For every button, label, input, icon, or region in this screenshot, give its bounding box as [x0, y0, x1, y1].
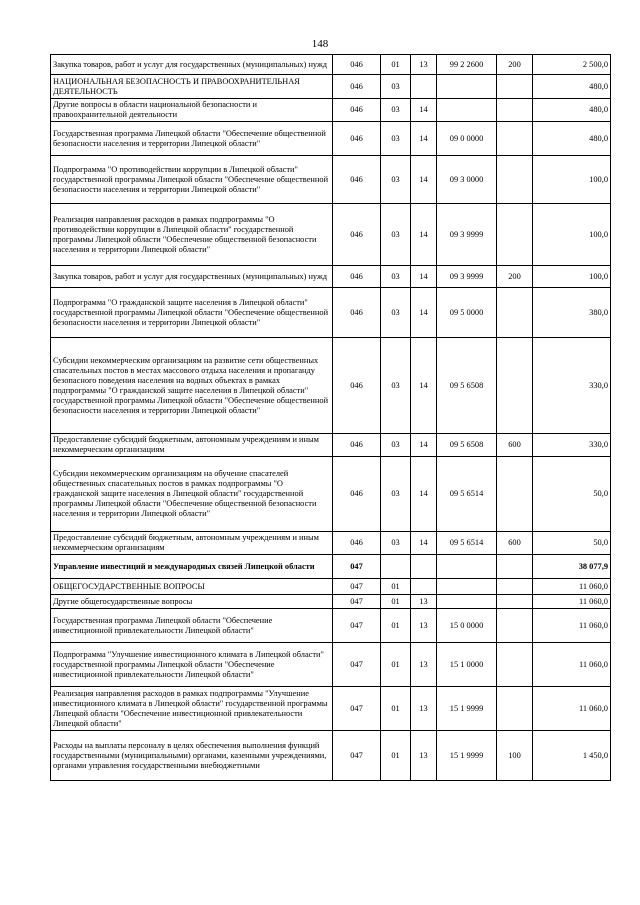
- row-name: Закупка товаров, работ и услуг для государственных (муниципальных) нужд: [51, 55, 333, 75]
- subsection-code: 14: [411, 288, 437, 338]
- ministry-code: 046: [333, 99, 381, 122]
- subsection-code: 14: [411, 532, 437, 555]
- table-row: [51, 156, 611, 204]
- table-row: [51, 579, 611, 595]
- ministry-code: 047: [333, 595, 381, 609]
- target-article: [437, 579, 497, 595]
- amount: 480,0: [533, 75, 611, 99]
- ministry-code: 046: [333, 434, 381, 457]
- section-code: 03: [381, 266, 411, 288]
- target-article: 09 5 0000: [437, 288, 497, 338]
- subsection-code: 14: [411, 204, 437, 266]
- row-name: Реализация направления расходов в рамках подпрограммы "О противодействии коррупции в Липецкой области" государственной программы Липецкой области "Обеспечение общественной безопасности населения и территории Липецкой области": [51, 204, 333, 266]
- amount: 11 060,0: [533, 579, 611, 595]
- ministry-code: 046: [333, 156, 381, 204]
- row-name: Управление инвестиций и международных связей Липецкой области: [51, 555, 333, 579]
- target-article: 09 5 6508: [437, 338, 497, 434]
- table-row: [51, 687, 611, 731]
- ministry-code: 046: [333, 122, 381, 156]
- expense-type: [497, 99, 533, 122]
- amount: 380,0: [533, 288, 611, 338]
- table-row: [51, 122, 611, 156]
- expense-type: [497, 338, 533, 434]
- expense-type: 600: [497, 532, 533, 555]
- expense-type: 600: [497, 434, 533, 457]
- table-row: [51, 731, 611, 781]
- ministry-code: 046: [333, 457, 381, 532]
- expense-type: [497, 555, 533, 579]
- row-name: ОБЩЕГОСУДАРСТВЕННЫЕ ВОПРОСЫ: [51, 579, 333, 595]
- table-row: [51, 288, 611, 338]
- row-name: Реализация направления расходов в рамках подпрограммы "Улучшение инвестиционного климата в Липецкой области" государственной программы Липецкой области "Обеспечение инвестиционной привлекательности Липецкой области": [51, 687, 333, 731]
- ministry-code: 047: [333, 731, 381, 781]
- amount: 100,0: [533, 156, 611, 204]
- amount: 100,0: [533, 266, 611, 288]
- amount: 38 077,9: [533, 555, 611, 579]
- section-code: 03: [381, 338, 411, 434]
- target-article: [437, 555, 497, 579]
- amount: 480,0: [533, 122, 611, 156]
- amount: 1 450,0: [533, 731, 611, 781]
- subsection-code: 13: [411, 731, 437, 781]
- expense-type: [497, 156, 533, 204]
- expense-type: 200: [497, 55, 533, 75]
- subsection-code: 14: [411, 338, 437, 434]
- target-article: 09 5 6508: [437, 434, 497, 457]
- row-name: Подпрограмма "О противодействии коррупции в Липецкой области" государственной программы Липецкой области "Обеспечение общественной безопасности населения и территории Липецкой области": [51, 156, 333, 204]
- section-code: 03: [381, 532, 411, 555]
- section-code: 01: [381, 731, 411, 781]
- target-article: 09 3 0000: [437, 156, 497, 204]
- section-code: 03: [381, 457, 411, 532]
- target-article: [437, 75, 497, 99]
- target-article: 09 5 6514: [437, 532, 497, 555]
- subsection-code: [411, 75, 437, 99]
- ministry-code: 047: [333, 555, 381, 579]
- table-row: [51, 338, 611, 434]
- expense-type: [497, 75, 533, 99]
- ministry-code: 047: [333, 643, 381, 687]
- ministry-code: 046: [333, 288, 381, 338]
- amount: 11 060,0: [533, 643, 611, 687]
- section-code: 03: [381, 99, 411, 122]
- ministry-code: 046: [333, 338, 381, 434]
- subsection-code: 13: [411, 55, 437, 75]
- table-row: [51, 434, 611, 457]
- section-code: 01: [381, 609, 411, 643]
- section-code: 03: [381, 434, 411, 457]
- ministry-code: 047: [333, 687, 381, 731]
- amount: 100,0: [533, 204, 611, 266]
- expense-type: [497, 457, 533, 532]
- row-name: Закупка товаров, работ и услуг для государственных (муниципальных) нужд: [51, 266, 333, 288]
- section-code: 03: [381, 122, 411, 156]
- section-code: 01: [381, 55, 411, 75]
- row-name: Предоставление субсидий бюджетным, автономным учреждениям и иным некоммерческим организациям: [51, 532, 333, 555]
- ministry-code: 046: [333, 55, 381, 75]
- expense-type: 200: [497, 266, 533, 288]
- target-article: 15 0 0000: [437, 609, 497, 643]
- expense-type: [497, 643, 533, 687]
- amount: 11 060,0: [533, 595, 611, 609]
- amount: 50,0: [533, 532, 611, 555]
- row-name: Расходы на выплаты персоналу в целях обеспечения выполнения функций государственными (муниципальными) органами, казенными учреждениями, органами управления государственными внебюджетными: [51, 731, 333, 781]
- expense-type: [497, 609, 533, 643]
- ministry-code: 046: [333, 266, 381, 288]
- row-name: Субсидии некоммерческим организациям на обучение спасателей общественных спасательных постов в рамках подпрограммы "О гражданской защите населения в Липецкой области" государственной программы Липецкой области "Обеспечение общественной безопасности населения и территории Липецкой области": [51, 457, 333, 532]
- row-name: Другие общегосударственные вопросы: [51, 595, 333, 609]
- expense-type: [497, 595, 533, 609]
- table-row: [51, 99, 611, 122]
- expense-type: [497, 687, 533, 731]
- subsection-code: 13: [411, 595, 437, 609]
- row-name: Предоставление субсидий бюджетным, автономным учреждениям и иным некоммерческим организациям: [51, 434, 333, 457]
- amount: 11 060,0: [533, 609, 611, 643]
- table-row: [51, 532, 611, 555]
- section-code: 01: [381, 579, 411, 595]
- expense-type: 100: [497, 731, 533, 781]
- section-code: 01: [381, 643, 411, 687]
- ministry-code: 046: [333, 532, 381, 555]
- target-article: 09 3 9999: [437, 204, 497, 266]
- table-row: [51, 555, 611, 579]
- amount: 480,0: [533, 99, 611, 122]
- table-row: [51, 595, 611, 609]
- amount: 330,0: [533, 338, 611, 434]
- row-name: Подпрограмма "Улучшение инвестиционного климата в Липецкой области" государственной программы Липецкой области "Обеспечение инвестиционной привлекательности Липецкой области": [51, 643, 333, 687]
- subsection-code: 13: [411, 609, 437, 643]
- table-row: [51, 266, 611, 288]
- table-row: [51, 643, 611, 687]
- ministry-code: 046: [333, 75, 381, 99]
- expense-type: [497, 288, 533, 338]
- expense-type: [497, 204, 533, 266]
- subsection-code: 14: [411, 156, 437, 204]
- expense-type: [497, 122, 533, 156]
- table-row: [51, 609, 611, 643]
- target-article: 09 3 9999: [437, 266, 497, 288]
- section-code: 03: [381, 288, 411, 338]
- subsection-code: 13: [411, 687, 437, 731]
- subsection-code: 14: [411, 266, 437, 288]
- subsection-code: 13: [411, 643, 437, 687]
- target-article: 15 1 9999: [437, 731, 497, 781]
- target-article: 09 0 0000: [437, 122, 497, 156]
- subsection-code: [411, 555, 437, 579]
- table-row: [51, 457, 611, 532]
- target-article: [437, 595, 497, 609]
- budget-table: [50, 54, 611, 781]
- amount: 11 060,0: [533, 687, 611, 731]
- page-number: 148: [311, 38, 329, 50]
- section-code: 01: [381, 595, 411, 609]
- row-name: НАЦИОНАЛЬНАЯ БЕЗОПАСНОСТЬ И ПРАВООХРАНИТЕЛЬНАЯ ДЕЯТЕЛЬНОСТЬ: [51, 75, 333, 99]
- row-name: Другие вопросы в области национальной безопасности и правоохранительной деятельности: [51, 99, 333, 122]
- section-code: 03: [381, 204, 411, 266]
- row-name: Государственная программа Липецкой области "Обеспечение инвестиционной привлекательности Липецкой области": [51, 609, 333, 643]
- amount: 50,0: [533, 457, 611, 532]
- target-article: [437, 99, 497, 122]
- section-code: 03: [381, 156, 411, 204]
- subsection-code: 14: [411, 434, 437, 457]
- subsection-code: 14: [411, 122, 437, 156]
- row-name: Субсидии некоммерческим организациям на развитие сети общественных спасательных постов в местах массового отдыха населения и пропаганду безопасного поведения населения на водных объектах в рамках подпрограммы "О гражданской защите населения в Липецкой области" государственной программы Липецкой области "Обеспечение общественной безопасности населения и территории Липецкой области": [51, 338, 333, 434]
- amount: 330,0: [533, 434, 611, 457]
- ministry-code: 047: [333, 609, 381, 643]
- subsection-code: [411, 579, 437, 595]
- target-article: 99 2 2600: [437, 55, 497, 75]
- section-code: 03: [381, 75, 411, 99]
- ministry-code: 047: [333, 579, 381, 595]
- section-code: [381, 555, 411, 579]
- row-name: Подпрограмма "О гражданской защите населения в Липецкой области" государственной программы Липецкой области "Обеспечение общественной безопасности населения и территории Липецкой области": [51, 288, 333, 338]
- section-code: 01: [381, 687, 411, 731]
- table-row: [51, 204, 611, 266]
- table-row: [51, 75, 611, 99]
- expense-type: [497, 579, 533, 595]
- table-row: [51, 55, 611, 75]
- row-name: Государственная программа Липецкой области "Обеспечение общественной безопасности населения и территории Липецкой области": [51, 122, 333, 156]
- ministry-code: 046: [333, 204, 381, 266]
- target-article: 15 1 9999: [437, 687, 497, 731]
- subsection-code: 14: [411, 99, 437, 122]
- target-article: 09 5 6514: [437, 457, 497, 532]
- subsection-code: 14: [411, 457, 437, 532]
- target-article: 15 1 0000: [437, 643, 497, 687]
- amount: 2 500,0: [533, 55, 611, 75]
